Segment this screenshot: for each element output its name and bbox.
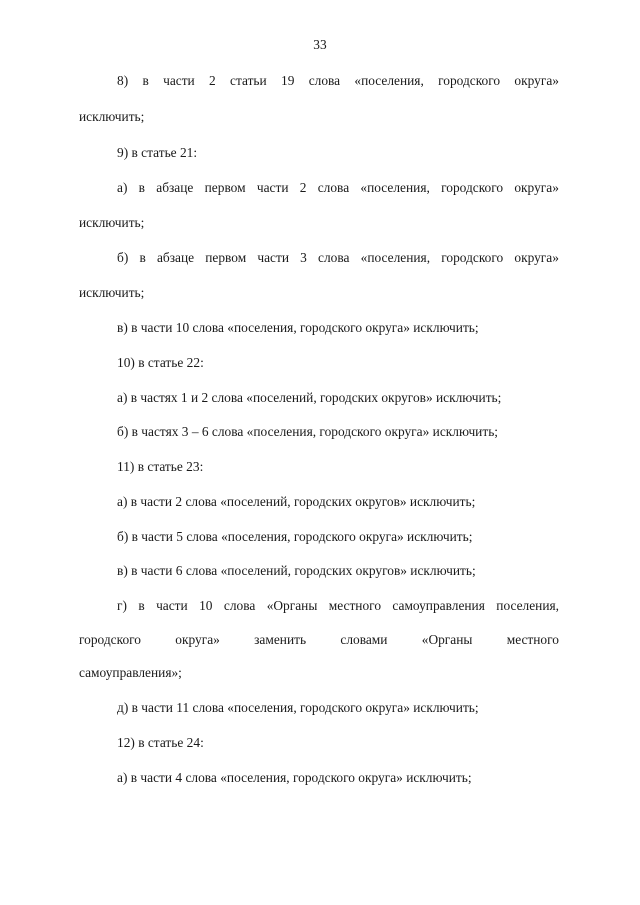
text-line: исключить; [79,215,145,230]
word: слова [223,598,256,613]
word: округа» [514,73,559,88]
text-line [79,598,559,614]
page-number: 33 [313,37,327,52]
word: словами [340,632,388,647]
word: 19 [281,73,295,88]
word: округа» [514,250,559,265]
text-line: исключить; [79,285,145,300]
word: поселения, [496,598,559,613]
word: статьи [230,73,267,88]
word: б) [117,250,129,265]
word: 8) [117,73,129,88]
word: округа» [175,632,220,647]
text-line: 12) в статье 24: [117,735,204,750]
word: в [138,180,145,195]
word: городского [441,250,504,265]
text-line: а) в части 2 слова «поселений, городских округов» исключить; [117,494,476,509]
word: «Органы [266,598,318,613]
word: части [256,180,289,195]
word: в [139,250,146,265]
word: первом [204,180,246,195]
text-line: б) в части 5 слова «поселения, городского округа» исключить; [117,529,473,544]
word: «поселения, [354,73,424,88]
word: части [156,598,188,613]
text-line [79,632,559,648]
text-line [79,250,559,266]
word: «поселения, [360,180,430,195]
text-line: исключить; [79,109,145,124]
word: 3 [300,250,307,265]
text-line: а) в частях 1 и 2 слова «поселений, городских округов» исключить; [117,390,502,405]
word: первом [205,250,247,265]
text-line: самоуправления»; [79,665,182,680]
word: слова [318,250,350,265]
word: округа» [514,180,559,195]
text-line: 11) в статье 23: [117,459,204,474]
word: местного [506,632,559,647]
text-line: в) в части 6 слова «поселений, городских округов» исключить; [117,563,476,578]
word: г) [117,598,127,613]
word: слова [308,73,341,88]
text-line: б) в частях 3 – 6 слова «поселения, городского округа» исключить; [117,424,499,439]
text-line: а) в части 4 слова «поселения, городского округа» исключить; [117,770,472,785]
word: самоуправления [392,598,485,613]
word: части [163,73,195,88]
word: абзаце [156,250,195,265]
word: «поселения, [360,250,431,265]
word: 2 [299,180,307,195]
text-line: 10) в статье 22: [117,355,204,370]
word: городского [441,180,504,195]
word: абзаце [156,180,194,195]
word: «Органы [421,632,473,647]
word: слова [317,180,350,195]
word: в [142,73,149,88]
word: 10 [199,598,213,613]
text-line [79,180,559,196]
word: местного [328,598,382,613]
word: 2 [209,73,216,88]
text-line [79,73,559,89]
word: городского [438,73,501,88]
text-line: д) в части 11 слова «поселения, городского округа» исключить; [117,700,479,715]
word: в [138,598,145,613]
text-line: 9) в статье 21: [117,145,198,160]
word: городского [79,632,141,647]
text-line: в) в части 10 слова «поселения, городского округа» исключить; [117,320,479,335]
word: части [257,250,289,265]
word: заменить [254,632,307,647]
word: а) [117,180,128,195]
